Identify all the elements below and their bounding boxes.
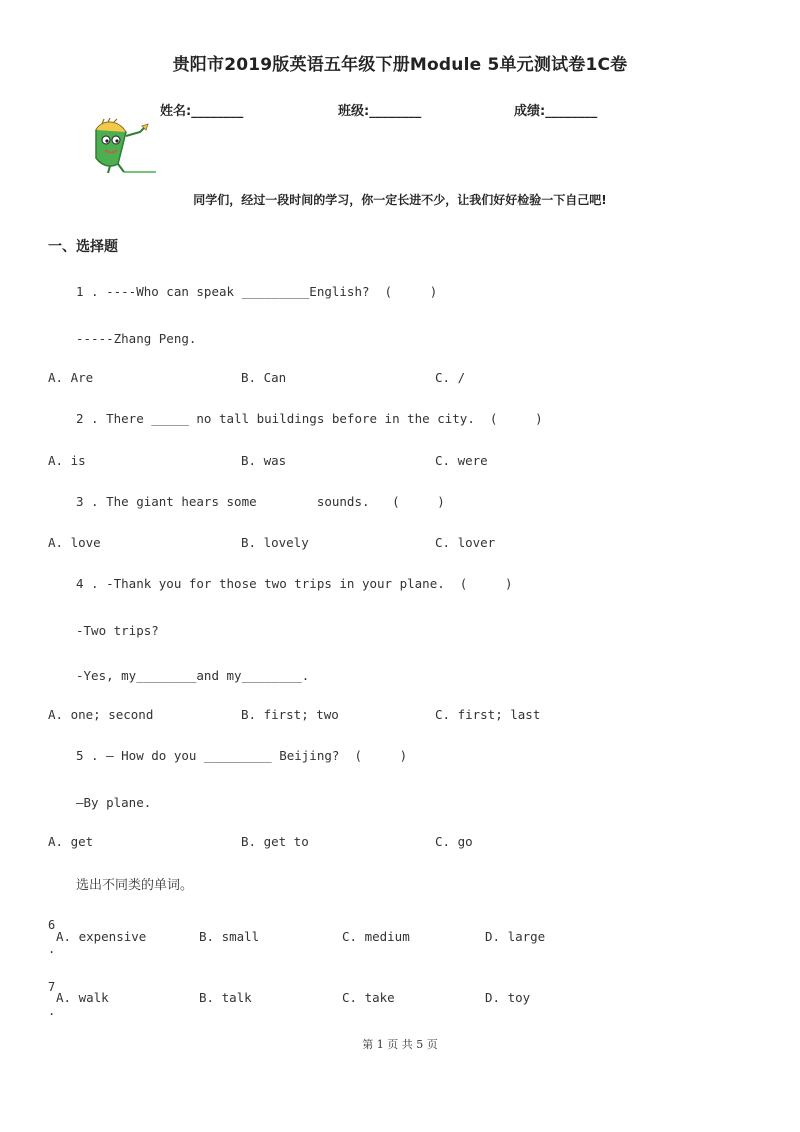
question-3-line-1: 3 . The giant hears some sounds. ( ) bbox=[76, 494, 445, 509]
question-2-line-1: 2 . There _____ no tall buildings before in the city. ( ) bbox=[76, 411, 543, 426]
question-2-option-a[interactable]: A. is bbox=[48, 453, 86, 468]
question-4-option-b[interactable]: B. first; two bbox=[241, 707, 339, 722]
question-5-line-1: 5 . — How do you _________ Beijing? ( ) bbox=[76, 748, 408, 763]
name-field-label: 姓名:________ bbox=[160, 104, 244, 119]
question-6-option-a[interactable]: A. expensive bbox=[56, 929, 147, 944]
question-7-option-c[interactable]: C. take bbox=[342, 990, 395, 1005]
question-6-option-c[interactable]: C. medium bbox=[342, 929, 410, 944]
question-1-option-a[interactable]: A. Are bbox=[48, 370, 94, 385]
question-6-option-d[interactable]: D. large bbox=[485, 929, 546, 944]
question-1-option-b[interactable]: B. Can bbox=[241, 370, 287, 385]
question-5-option-b[interactable]: B. get to bbox=[241, 834, 309, 849]
page-footer: 第 1 页 共 5 页 bbox=[362, 1038, 438, 1051]
question-2-option-c[interactable]: C. were bbox=[435, 453, 488, 468]
question-4-line-1: 4 . -Thank you for those two trips in your plane. ( ) bbox=[76, 576, 513, 591]
question-6-number: 6 bbox=[48, 918, 56, 932]
question-3-option-b[interactable]: B. lovely bbox=[241, 535, 309, 550]
intro-text: 同学们，经过一段时间的学习，你一定长进不少，让我们好好检验一下自己吧! bbox=[193, 193, 607, 207]
class-field-label: 班级:________ bbox=[338, 104, 422, 119]
question-3-option-a[interactable]: A. love bbox=[48, 535, 101, 550]
section-heading: 一、选择题 bbox=[48, 239, 118, 255]
question-4-line-3: -Yes, my________and my________. bbox=[76, 668, 310, 683]
question-7-number: 7 bbox=[48, 980, 56, 994]
score-field-label: 成绩:________ bbox=[514, 104, 598, 119]
question-1-line-2: -----Zhang Peng. bbox=[76, 331, 197, 346]
question-2-option-b[interactable]: B. was bbox=[241, 453, 287, 468]
question-7-option-b[interactable]: B. talk bbox=[199, 990, 252, 1005]
question-4-line-2: -Two trips? bbox=[76, 623, 159, 638]
pencil-mascot-icon bbox=[88, 118, 158, 178]
question-3-option-c[interactable]: C. lover bbox=[435, 535, 496, 550]
question-5-option-a[interactable]: A. get bbox=[48, 834, 94, 849]
question-7-option-d[interactable]: D. toy bbox=[485, 990, 531, 1005]
question-7-option-a[interactable]: A. walk bbox=[56, 990, 109, 1005]
question-5-option-c[interactable]: C. go bbox=[435, 834, 473, 849]
question-6-dot: . bbox=[48, 942, 56, 956]
question-1-line-1: 1 . ----Who can speak _________English? ( ) bbox=[76, 284, 438, 299]
question-5-line-2: —By plane. bbox=[76, 795, 152, 810]
question-1-option-c[interactable]: C. / bbox=[435, 370, 466, 385]
instruction-text: 选出不同类的单词。 bbox=[76, 878, 194, 893]
question-6-option-b[interactable]: B. small bbox=[199, 929, 260, 944]
question-7-dot: . bbox=[48, 1004, 56, 1018]
question-4-option-c[interactable]: C. first; last bbox=[435, 707, 541, 722]
page-title: 贵阳市2019版英语五年级下册Module 5单元测试卷1C卷 bbox=[172, 55, 628, 75]
question-4-option-a[interactable]: A. one; second bbox=[48, 707, 154, 722]
